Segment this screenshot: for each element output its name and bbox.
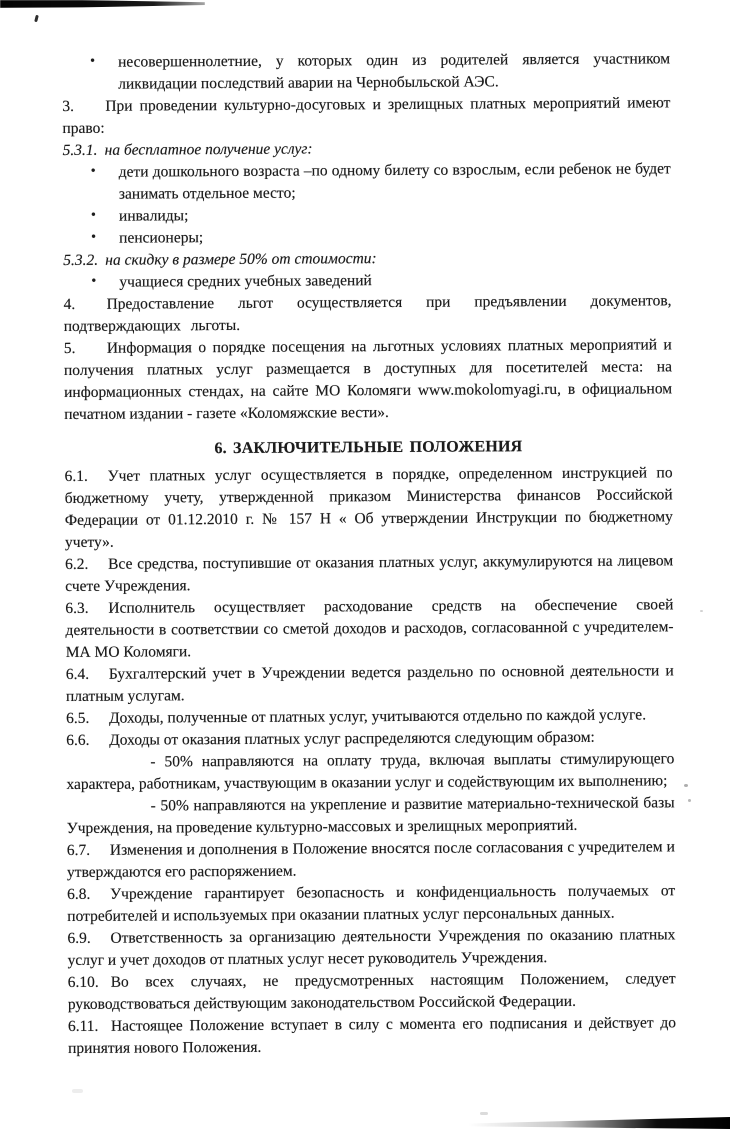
text-run: Изменения и дополнения в Положение вносятся после согласования с учредителем и утверждаются его распоряжением.	[66, 838, 675, 881]
clause-number: 6.1.	[64, 467, 88, 485]
paragraph	[67, 924, 675, 972]
text-run: инвалиды;	[118, 207, 189, 225]
scan-artifact-speck	[700, 610, 703, 612]
bullet-icon: •	[90, 207, 96, 223]
text-run: пенсионеры;	[119, 229, 204, 247]
paragraph	[66, 660, 674, 708]
clause-number: 5.	[63, 339, 76, 357]
paragraph	[65, 550, 673, 598]
clause-number: 6.4.	[65, 665, 90, 683]
clause-number: 6.11.	[67, 1017, 99, 1035]
clause-number: 6.3.	[65, 599, 89, 617]
text-run: Учреждение гарантирует безопасность и конфиденциальность получаемых от потребителей и используемых при оказании платных услуг персональных данных.	[67, 882, 676, 925]
text-run: - 50% направляются на укрепление и развитие материально-технической базы Учреждения, на проведение культурно-массовых и зрелищных мероприятий.	[66, 794, 675, 837]
text-run: на бесплатное получение услуг:	[104, 140, 313, 159]
text-run: Во всех случаях, не предусмотренных настоящим Положением, следует руководствоваться действующим законодательством Российской Федерации.	[67, 970, 676, 1013]
text-run: Настоящее Положение вступает в силу с момента его подписания и действует до принятия нового Положения.	[68, 1014, 676, 1057]
clause-number: 5.3.2.	[63, 251, 99, 269]
paragraph	[67, 880, 675, 928]
text-run: Информация о порядке посещения на льготных условиях платных мероприятий и получения платных услуг размещается в доступных для посетителей места: на информационных стендах, на сайте МО Коломяги www.mokolomyagi.ru, в официальном печатном издании - газете «Коломяжские вести».	[63, 336, 673, 423]
text-run: - 50% направляются на оплату труда, включая выплаты стимулирующего характера, работникам, участвующим в оказании услуг и содействующим их выполнению;	[66, 750, 675, 793]
section-heading: 6. ЗАКЛЮЧИТЕЛЬНЫЕ ПОЛОЖЕНИЯ	[214, 438, 523, 458]
bullet-icon: •	[91, 229, 97, 245]
text-run: Доходы, полученные от платных услуг, учитываются отдельно по каждой услуге.	[109, 706, 647, 727]
text-run: учащиеся средних учебных заведений	[119, 272, 372, 291]
scan-artifact-speck	[480, 1112, 488, 1115]
text-run: Бухгалтерский учет в Учреждении ведется раздельно по основной деятельности и платным услугам.	[65, 662, 674, 705]
clause-number: 6.10.	[67, 973, 99, 991]
paragraph	[67, 836, 675, 884]
scan-artifact-speck	[684, 784, 688, 787]
paragraph	[65, 462, 674, 554]
bullet-item	[63, 224, 671, 250]
clause-number: 6.7.	[66, 841, 91, 859]
text-run: При проведении культурно-досуговых и зрелищных платных мероприятий имеют право:	[62, 94, 671, 137]
clause-number: 6.6.	[66, 731, 90, 749]
text-run: на скидку в размере 50% от стоимости:	[105, 250, 377, 269]
bullet-item	[63, 268, 671, 294]
clause-number: 6.9.	[67, 929, 91, 947]
clause-number: 4.	[63, 295, 76, 313]
scan-artifact-speck	[72, 1089, 83, 1093]
paragraph	[65, 594, 673, 664]
clause-number: 6.5.	[66, 709, 90, 727]
clause-number: 6.8.	[67, 885, 91, 903]
bullet-item	[62, 48, 670, 96]
paragraph	[62, 92, 670, 140]
paragraph	[64, 334, 673, 426]
bullet-icon: •	[91, 273, 97, 289]
paragraph	[68, 968, 676, 1016]
text-run: Ответственность за организацию деятельности Учреждения по оказанию платных услуг и учет доходов от платных услуг несет руководитель Учреждения.	[67, 926, 676, 969]
bullet-icon: •	[90, 163, 96, 179]
clause-number: 6.2.	[65, 555, 89, 573]
bullet-item	[63, 158, 671, 206]
text-run: Доходы от оказания платных услуг распределяются следующим образом:	[109, 728, 595, 749]
clause-number: 3.	[62, 97, 75, 115]
paragraph	[66, 748, 674, 796]
scan-artifact-top-left-bar	[0, 0, 205, 8]
paragraph	[68, 1012, 676, 1060]
text-run: дети дошкольного возраста –по одному билету со взрослым, если ребенок не будет занимать отдельное место;	[118, 160, 671, 203]
text-run: Предоставление льгот осуществляется при предъявлении документов, подтверждающих льготы.	[63, 292, 672, 335]
paragraph	[67, 792, 675, 840]
scan-artifact-bottom-right-line	[468, 1116, 730, 1129]
text-run: Исполнитель осуществляет расходование средств на обеспечение своей деятельности в соответствии со сметой доходов и расходов, согласованной с учредителем-МА МО Коломяги.	[65, 596, 674, 661]
clause-number: 5.3.1.	[62, 141, 98, 159]
paragraph	[63, 290, 671, 338]
text-run: Все средства, поступившие от оказания платных услуг, аккумулируются на лицевом счете Учреждения.	[65, 552, 674, 595]
text-run: несовершеннолетние, у которых один из родителей является участником ликвидации последствий аварии на Чернобыльской АЭС.	[118, 50, 671, 93]
document-content	[62, 48, 676, 1060]
scan-artifact-corner-mark	[34, 15, 39, 23]
bullet-icon: •	[90, 53, 96, 69]
text-run: Учет платных услуг осуществляется в порядке, определенном инструкцией по бюджетному учету, утвержденной приказом Министерства финансов Российской Федерации от 01.12.2010 г. № 157 Н « Об утверждении Инструкции по бюджетному учету».	[64, 464, 673, 551]
scan-artifact-speck	[688, 799, 691, 802]
